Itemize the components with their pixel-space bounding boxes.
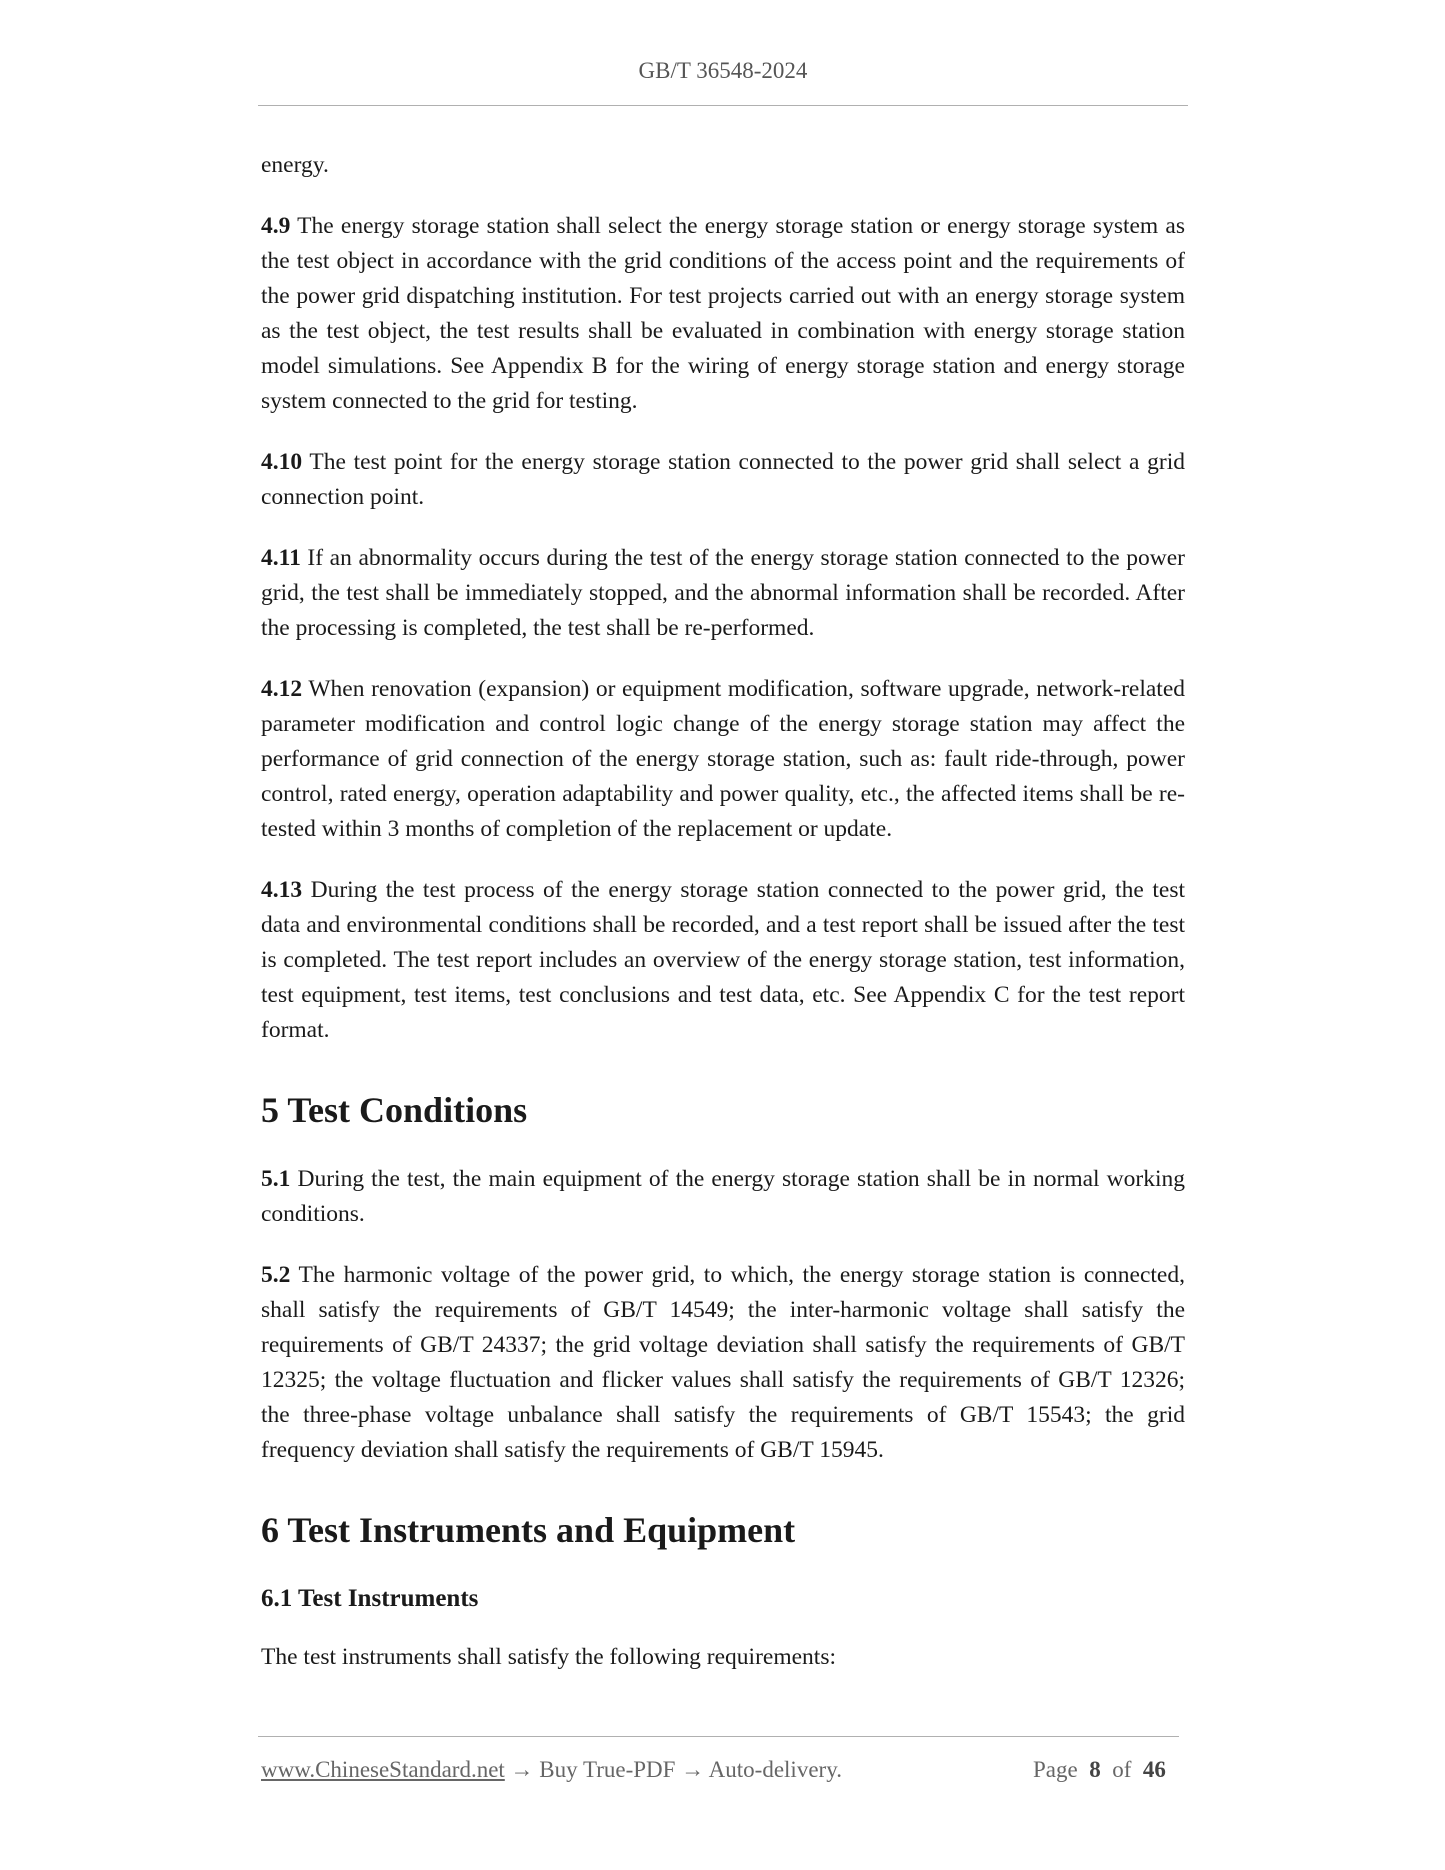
clause-number: 4.11: [261, 545, 301, 571]
clause-number: 4.9: [261, 213, 291, 239]
clause-4-13: [261, 873, 1185, 1048]
intro-fragment: energy.: [261, 152, 329, 178]
page-indicator: [1033, 1757, 1166, 1783]
clause-text: The harmonic voltage of the power grid, to which, the energy storage station is connected, shall satisfy the requirements of GB/T 14549; the inter-harmonic voltage shall satisfy the requirements of GB/T 24337; the grid voltage deviation shall satisfy the requirements of GB/T 12325; the voltage fluctuation and flicker values shall satisfy the requirements of GB/T 12326; the three-phase voltage unbalance shall satisfy the requirements of GB/T 15543; the grid frequency deviation shall satisfy the requirements of GB/T 15945.: [261, 1262, 1185, 1463]
header-divider: [258, 105, 1188, 106]
website-link[interactable]: www.ChineseStandard.net: [261, 1757, 505, 1782]
clause-5-2: [261, 1258, 1185, 1468]
running-header: GB/T 36548-2024: [638, 58, 808, 83]
document-body: [261, 148, 1185, 1701]
clause-number: 5.2: [261, 1262, 291, 1288]
subsection-6-1-heading: 6.1 Test Instruments: [261, 1585, 479, 1612]
clause-4-9: [261, 209, 1185, 419]
arrow-icon: →: [675, 1757, 709, 1782]
clause-number: 4.13: [261, 877, 303, 903]
clause-text: During the test, the main equipment of the energy storage station shall be in normal working conditions.: [261, 1166, 1185, 1227]
clause-text: The test point for the energy storage station connected to the power grid shall select a grid connection point.: [261, 449, 1185, 510]
section-6-1-text: The test instruments shall satisfy the following requirements:: [261, 1644, 836, 1670]
section-6-heading: 6 Test Instruments and Equipment: [261, 1510, 796, 1550]
section-5-heading: 5 Test Conditions: [261, 1090, 528, 1130]
footer-promo: [261, 1757, 842, 1783]
clause-4-10: [261, 445, 1185, 515]
page-label: Page: [1033, 1757, 1078, 1782]
of-label: of: [1112, 1757, 1132, 1782]
arrow-icon: →: [504, 1757, 540, 1782]
buy-pdf-text: Buy True-PDF: [539, 1757, 676, 1782]
clause-5-1: [261, 1162, 1185, 1232]
current-page-number: 8: [1089, 1757, 1101, 1782]
clause-4-11: [261, 541, 1185, 646]
clause-text: If an abnormality occurs during the test of the energy storage station connected to the power grid, the test shall be immediately stopped, and the abnormal information shall be recorded. After the processing is completed, the test shall be re-performed.: [261, 545, 1185, 641]
clause-4-12: [261, 672, 1185, 847]
clause-number: 4.10: [261, 449, 303, 475]
clause-text: The energy storage station shall select the energy storage station or energy storage system as the test object in accordance with the grid conditions of the access point and the requirements of the power grid dispatching institution. For test projects carried out with an energy storage system as the test object, the test results shall be evaluated in combination with energy storage station model simulations. See Appendix B for the wiring of energy storage station and energy storage system connected to the grid for testing.: [261, 213, 1185, 414]
auto-delivery-text: Auto-delivery.: [708, 1757, 842, 1782]
total-pages-number: 46: [1142, 1757, 1166, 1782]
footer-divider: [258, 1736, 1179, 1737]
clause-number: 5.1: [261, 1166, 291, 1192]
clause-text: During the test process of the energy storage station connected to the power grid, the test data and environmental conditions shall be recorded, and a test report shall be issued after the test is completed. The test report includes an overview of the energy storage station, test information, test equipment, test items, test conclusions and test data, etc. See Appendix C for the test report format.: [261, 877, 1185, 1043]
clause-text: When renovation (expansion) or equipment modification, software upgrade, network-related parameter modification and control logic change of the energy storage station may affect the performance of grid connection of the energy storage station, such as: fault ride-through, power control, rated energy, operation adaptability and power quality, etc., the affected items shall be re-tested within 3 months of completion of the replacement or update.: [261, 676, 1185, 842]
clause-number: 4.12: [261, 676, 303, 702]
